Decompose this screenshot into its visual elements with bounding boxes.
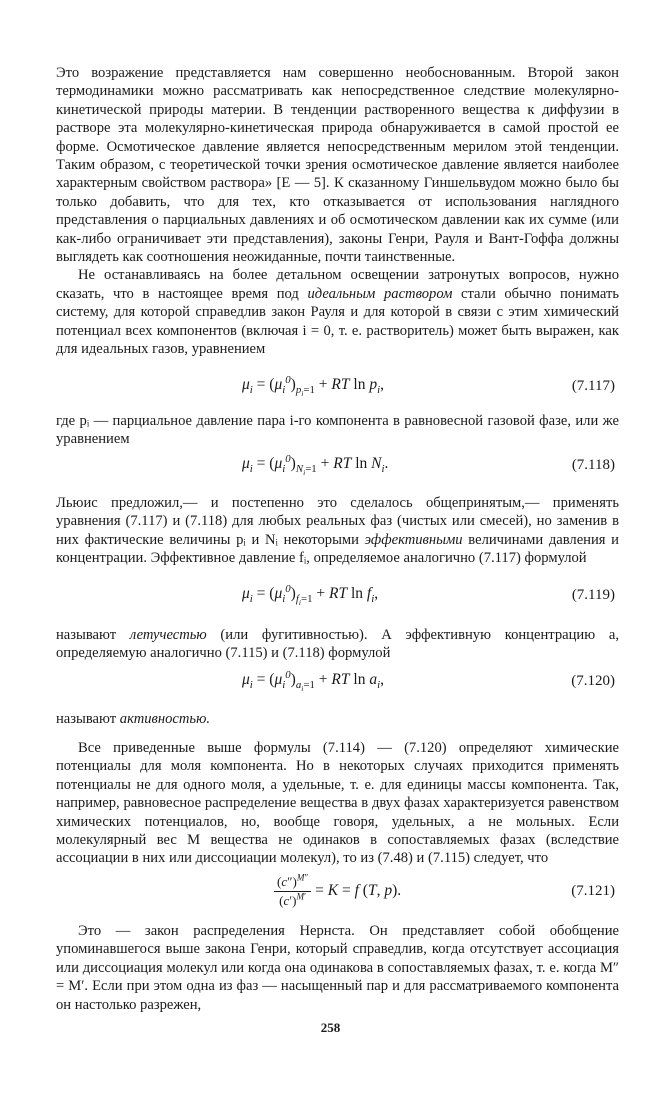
paragraph-5-text-b: (или фугитивностью). А эффективную концентрацию a, определяемую аналогично (7.115) и (7.118) формулой [56,627,619,662]
formula-7-121: $\frac{(c'')^{M''}}{(c')^{M'}}$ = K = f (T, p). [274,874,401,909]
paragraph-2-text-a: Не останавливаясь на более детальном освещении затронутых вопросов, нужно сказать, что в настоящее время под [56,267,619,302]
text-block-p5 [56,626,619,663]
text-block-top [56,64,619,359]
paragraph-4-text-a: Льюис предложил,— и постепенно это сделалось общепринятым,— применять уравнения (7.117) и (7.118) для любых реальных фаз (чистых или смесей), но заменив в них фактические величины pᵢ и Nᵢ некоторыми [56,495,619,548]
paragraph-6 [56,710,619,728]
text-block-p7 [56,739,619,868]
equation-7-117 [56,373,619,402]
formula-7-120: $\mu_i = (\mu_i^0)_{a_i=1}$ + RT $\ln a_i$, [242,668,384,694]
equation-7-120 [56,668,619,697]
paragraph-7: Все приведенные выше формулы (7.114) — (7.120) определяют химические потенциалы для моля компонента. Но в некоторых случаях приходится применять потенциалы не для одного моля, а удельные, т. е. для единицы массы компонента. Так, например, равновесное распределение вещества в двух фазах характеризуется равенством химических потенциалов, но, вообще говоря, удельных, а не мольных. Если молекулярный вес M вещества не одинаков в сопоставляемых фазах (вследствие ассоциации в них или диссоциации молекул), то из (7.48) и (7.115) следует, что [56,740,619,867]
paragraph-4 [56,494,619,568]
equation-number-7-118: (7.118) [571,457,615,473]
formula-7-117: $\mu_i = (\mu_i^0)_{p_i=1}$ + RT $\ln p_i$, [242,373,384,399]
paragraph-2 [56,266,619,358]
text-block-p8 [56,922,619,1014]
paragraph-2-text-b: стали обычно понимать систему, для которой справедлив закон Рауля и для которой в связи с этим химический потенциал всех компонентов (включая i = 0, т. е. растворитель) может быть выражен, как для идеальных газов, уравнением [56,285,619,358]
paragraph-8: Это — закон распределения Нернста. Он представляет собой обобщение упоминавшегося выше закона Генри, который справедлив, когда отсутствует ассоциация или диссоциация молекул или когда она одинакова в сопоставляемых фазах, т. е. когда M″ = M′. Если при этом одна из фаз — насыщенный пар и для рассматриваемого компонента он настолько разрежен, [56,923,619,1013]
equation-7-121 [56,874,619,914]
term-fugacity: летучестью [129,627,207,643]
page-number: 258 [320,1020,341,1035]
equation-number-7-119: (7.119) [571,587,615,603]
text-block-p3 [56,412,619,449]
equation-number-7-121: (7.121) [571,883,615,899]
equation-7-119 [56,582,619,611]
paragraph-3: где pᵢ — парциальное давление пара i-го компонента в равновесной газовой фазе, или же уравнением [56,413,619,448]
term-effective: эффективными [364,531,463,548]
term-ideal-solution: идеальным раствором [307,285,453,302]
paragraph-4-text-b: величинами давления и концентрации. Эффективное давление fᵢ, определяемое аналогично (7.117) формулой [56,531,619,567]
equation-number-7-117: (7.117) [571,378,615,394]
paragraph-5-text-a: называют [56,627,130,643]
paragraph-1: Это возражение представляется нам совершенно необоснованным. Второй закон термодинамики можно рассматривать как непосредственное следствие молекулярно-кинетической природы материи. В тенденции растворенного вещества к диффузии в растворе эта молекулярно-кинетическая природа обнаруживается в самой простой ее форме. Осмотическое давление является непосредственным мерилом этой тенденции. Таким образом, с теоретической точки зрения осмотическое давление является наиболее характерным свойством раствора» [Е — 5]. К сказанному Гиншельвудом можно было бы только добавить, что для тех, кто отказывается от использования наглядного представления о парциальных давлениях и об осмотическом давлении как их сумме (или как-либо ограничивает эти представления), законы Генри, Рауля и Вант-Гоффа должны выглядеть как соотношения неожиданные, почти таинственные. [56,65,619,266]
paragraph-5 [56,626,619,663]
term-activity: активностью. [119,711,211,727]
text-block-p4 [56,494,619,568]
text-block-p6 [56,710,619,728]
paragraph-6-text-a: называют [56,711,120,727]
formula-7-118: $\mu_i = (\mu_i^0)_{N_i=1}$ + RT $\ln N_i$. [242,452,389,478]
formula-7-119: $\mu_i = (\mu_i^0)_{f_i=1}$ + RT $\ln f_i$, [242,582,379,608]
equation-number-7-120: (7.120) [571,673,615,689]
equation-7-118 [56,452,619,481]
